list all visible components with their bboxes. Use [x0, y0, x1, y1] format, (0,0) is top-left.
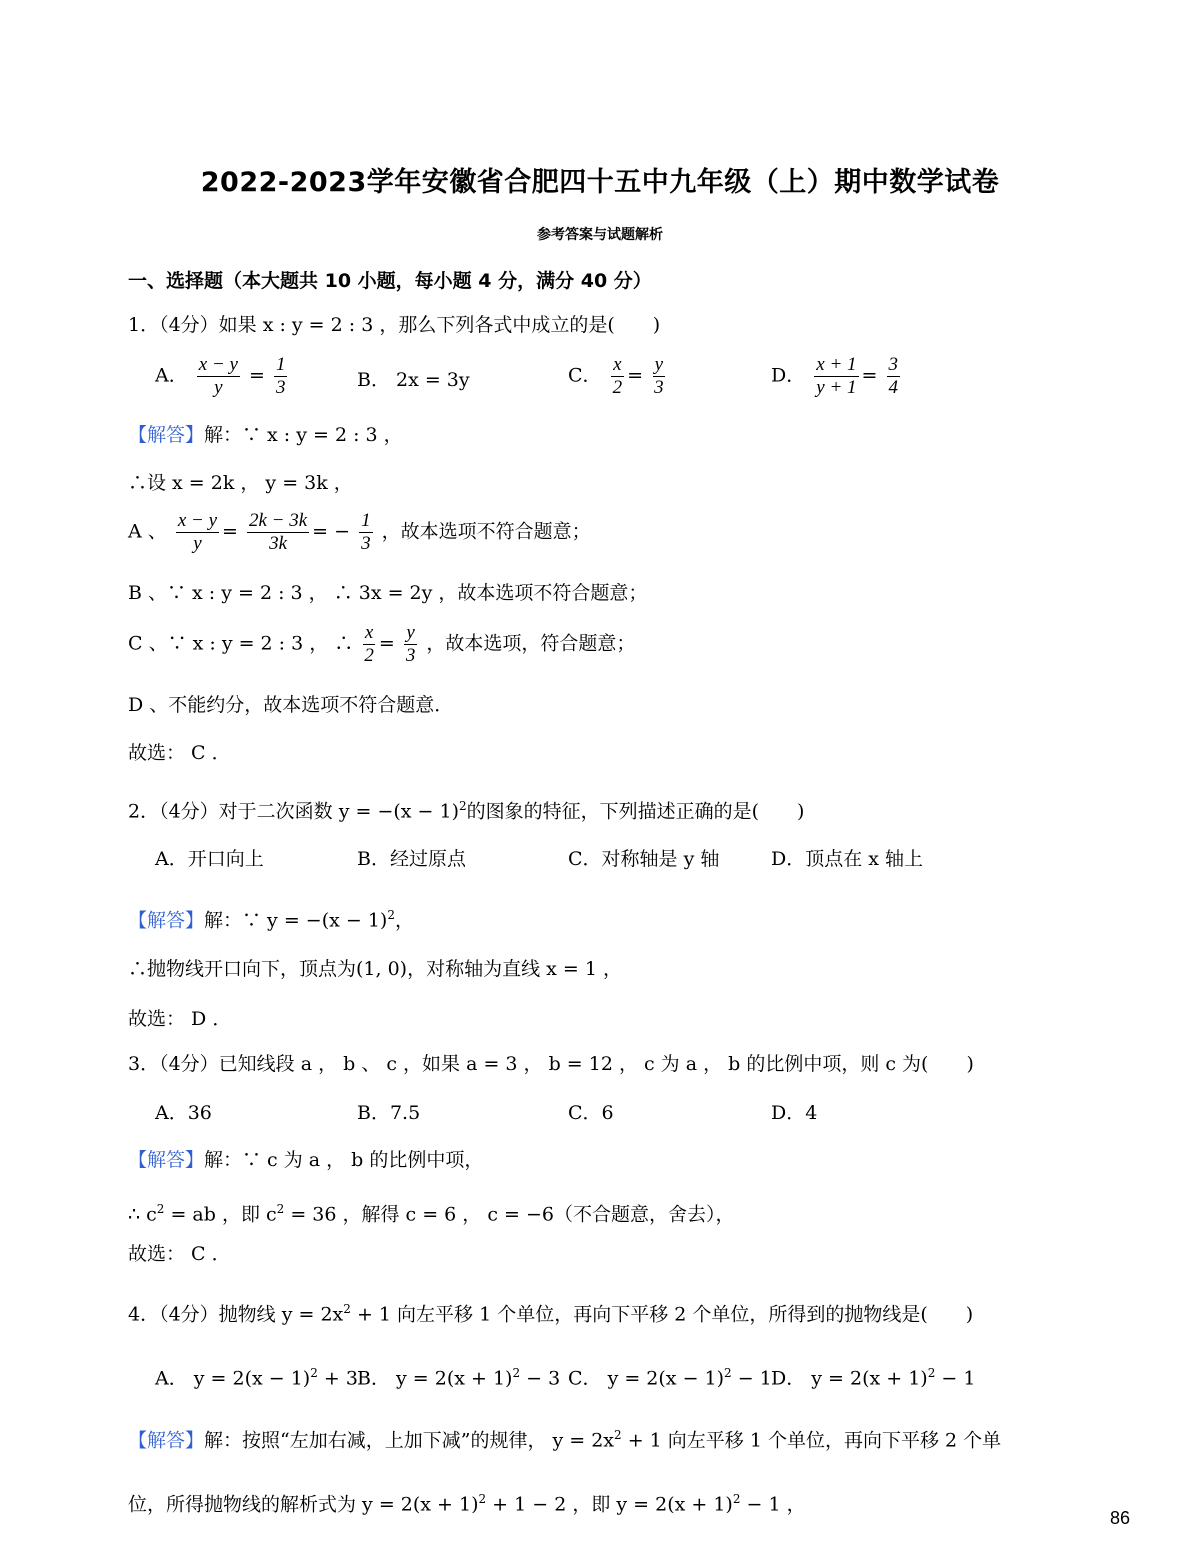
q2-stem: 2．（4分）对于二次函数 $y = -(x - 1)^2$的图象的特征，下列描述正确的是( ): [128, 799, 805, 823]
q1-answer-line-7: 故选： C ．: [128, 742, 231, 764]
q4-option-a: A． $y = 2(x - 1)^2 + 3$: [155, 1366, 358, 1390]
q1-option-a: A． $\frac{x - y}{y}$ = $\frac{1}{3}$: [155, 354, 286, 398]
q1-option-d: D． $\frac{x + 1}{y + 1}$ = $\frac{3}{4}$: [771, 354, 899, 398]
q1-answer-line-1: 【解答】解：∵ x : y = 2 : 3 ，: [128, 424, 403, 446]
q4-stem: 4．（4分）抛物线 $y = 2x^2 + 1$ 向左平移 1 个单位，再向下平移 2 个单位，所得到的抛物线是( ): [128, 1302, 974, 1326]
section-heading: 一、选择题（本大题共 10 小题，每小题 4 分，满分 40 分）: [128, 270, 652, 292]
q4-answer-line-2: 位，所得抛物线的解析式为 $y = 2(x + 1)^2 + 1 - 2$ ，即 $y = 2(x + 1)^2 - 1$ ，: [128, 1492, 806, 1516]
fraction: $\frac{x}{2}$: [364, 622, 374, 666]
q3-option-d: D．4: [771, 1102, 818, 1124]
fraction: $\frac{2k - 3k}{3k}$: [248, 510, 308, 554]
q2-option-b: B．经过原点: [357, 848, 466, 870]
q1-answer-line-2: ∴设 x = 2k ， y = 3k ，: [128, 472, 353, 494]
q4-option-c: C． $y = 2(x - 1)^2 - 1$: [568, 1366, 772, 1390]
fraction: $\frac{x + 1}{y + 1}$: [816, 354, 857, 398]
q2-option-a: A．开口向上: [155, 848, 264, 870]
answer-tag: 【解答】: [128, 424, 205, 446]
q3-option-b: B．7.5: [357, 1102, 421, 1124]
fraction: $\frac{1}{3}$: [275, 354, 286, 398]
q3-stem: 3．（4分）已知线段 a ， b 、 c ，如果 a = 3 ， b = 12 ， c 为 a ， b 的比例中项，则 c 为( ): [128, 1053, 974, 1075]
q1-option-c: C． $\frac{x}{2}$ = $\frac{y}{3}$: [568, 354, 664, 398]
q2-option-d: D．顶点在 x 轴上: [771, 848, 924, 870]
q2-option-c: C．对称轴是 y 轴: [568, 848, 720, 870]
q1-answer-line-4: B 、∵ x : y = 2 : 3 ， ∴ 3x = 2y ，故本选项不符合题意；: [128, 582, 648, 604]
q3-answer-line-1: 【解答】解：∵ c 为 a ， b 的比例中项，: [128, 1149, 484, 1171]
fraction: $\frac{x}{2}$: [612, 354, 623, 398]
q4-answer-line-1: 【解答】解：按照“左加右减，上加下减”的规律， $y = 2x^2 + 1$ 向左平移 1 个单位，再向下平移 2 个单: [128, 1428, 1002, 1452]
fraction: $\frac{y}{3}$: [405, 622, 416, 666]
answer-tag: 【解答】: [128, 1149, 205, 1171]
fraction: $\frac{y}{3}$: [654, 354, 664, 398]
page-title: 2022-2023学年安徽省合肥四十五中九年级（上）期中数学试卷: [200, 167, 1000, 198]
fraction: $\frac{1}{3}$: [361, 510, 371, 554]
fraction: $\frac{x - y}{y}$: [177, 510, 217, 554]
answer-tag: 【解答】: [128, 1429, 205, 1452]
fraction: $\frac{3}{4}$: [888, 354, 899, 398]
q2-answer-line-3: 故选： D ．: [128, 1008, 232, 1030]
q3-answer-line-3: 故选： C ．: [128, 1243, 231, 1265]
q2-answer-line-1: 【解答】解：∵ $y = -(x - 1)^2$，: [128, 908, 414, 932]
option-label: A．: [155, 364, 188, 387]
q3-answer-line-2: ∴ $c^2$ = ab ，即 $c^2 = 36$ ，解得 c = 6 ， c = −6（不合题意，舍去），: [128, 1202, 735, 1226]
q4-option-d: D． $y = 2(x + 1)^2 - 1$: [771, 1366, 976, 1390]
q1-stem: 1．（4分）如果 x : y = 2 : 3 ，那么下列各式中成立的是( ): [128, 314, 661, 336]
q4-option-b: B． $y = 2(x + 1)^2 - 3$: [357, 1366, 561, 1390]
page-number: 86: [1109, 1508, 1130, 1528]
q1-answer-line-6: D 、不能约分，故本选项不符合题意．: [128, 694, 454, 716]
answer-tag: 【解答】: [128, 909, 205, 932]
q3-option-c: C．6: [568, 1102, 614, 1124]
q1-answer-line-5: C 、∵ x : y = 2 : 3 ， ∴ $\frac{x}{2}$ = $\frac{y}{3}$ ，故本选项，符合题意；: [128, 622, 636, 666]
q2-answer-line-2: ∴抛物线开口向下，顶点为(1, 0)，对称轴为直线 x = 1 ，: [128, 958, 622, 980]
q3-option-a: A．36: [155, 1102, 212, 1124]
page-subtitle: 参考答案与试题解析: [537, 227, 663, 243]
q1-answer-line-3: A 、 $\frac{x - y}{y}$ = $\frac{2k - 3k}{3k}$ = − $\frac{1}{3}$ ，故本选项不符合题意；: [128, 510, 591, 554]
fraction: $\frac{x - y}{y}$: [198, 354, 238, 398]
q1-option-b: B． 2x = 3y: [357, 369, 470, 391]
